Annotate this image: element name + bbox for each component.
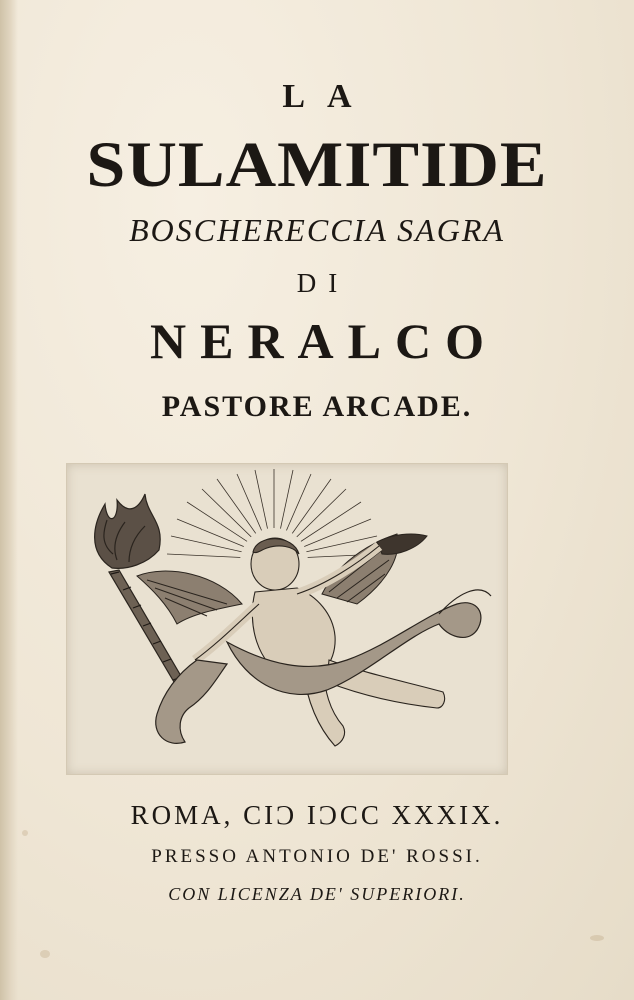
putto-body [195,538,445,746]
author-role: PASTORE ARCADE. [161,390,473,423]
author-name: NERALCO [149,313,499,369]
book-subtitle: BOSCHERECCIA SAGRA [129,212,505,248]
left-wing [137,571,242,624]
foxing-spot [590,935,604,941]
license-line: CON LICENZA DE' SUPERIORI. [168,884,466,904]
imprint-place-date: ROMA, CIϽ IϽCC XXXIX. [130,800,504,830]
publisher-line: PRESSO ANTONIO DE' ROSSI. [151,846,483,867]
title-article: LA [282,78,374,115]
held-bowl [377,534,427,554]
foxing-spot [40,950,50,958]
book-title: SULAMITIDE [86,130,548,201]
putto-with-torch-engraving [67,464,507,774]
author-preposition: DI [296,268,350,298]
engraved-vignette [66,463,508,775]
